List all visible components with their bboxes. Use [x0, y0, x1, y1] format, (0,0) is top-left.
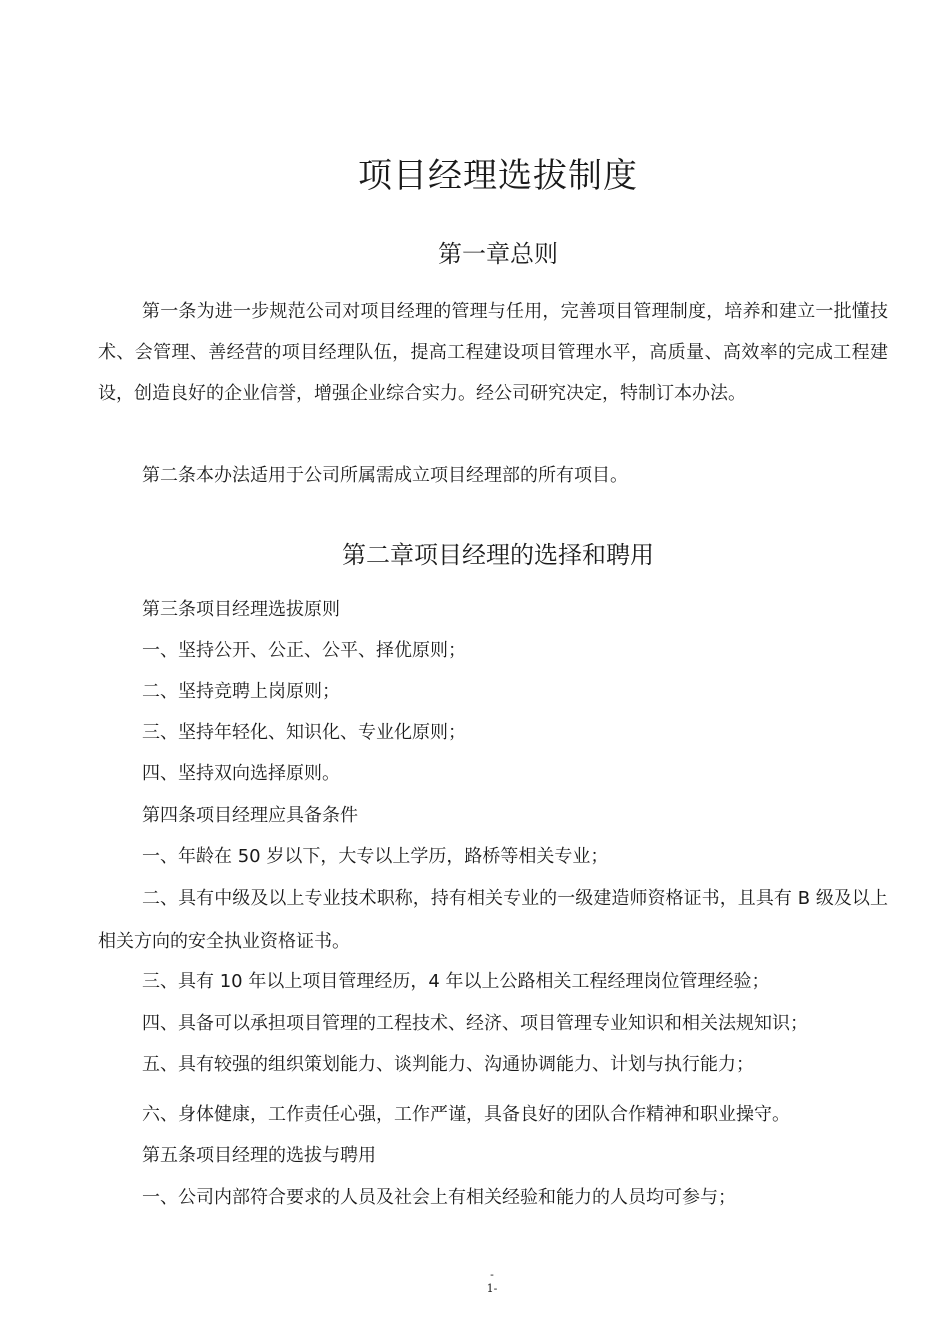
article-2-paragraph: 第二条本办法适用于公司所属需成立项目经理部的所有项目。 [142, 465, 628, 486]
article-5-heading: 第五条项目经理的选拔与聘用 [142, 1145, 376, 1166]
chapter-1-title: 第一章总则 [438, 240, 558, 268]
article-3-heading: 第三条项目经理选拔原则 [142, 599, 340, 620]
requirement-item-6: 六、身体健康，工作责任心强，工作严谨，具备良好的团队合作精神和职业操守。 [142, 1104, 790, 1125]
requirement-item-4: 四、具备可以承担项目管理的工程技术、经济、项目管理专业知识和相关法规知识； [142, 1013, 808, 1034]
principle-item-4: 四、坚持双向选择原则。 [142, 763, 340, 784]
article-1-paragraph: 第一条为进一步规范公司对项目经理的管理与任用，完善项目管理制度，培养和建立一批懂技术、会管理、善经营的项目经理队伍，提高工程建设项目管理水平，高质量、高效率的完成工程建设，创造良好的企业信誉，增强企业综合实力。经公司研究决定，特制订本办法。 [98, 301, 888, 404]
article-4-heading: 第四条项目经理应具备条件 [142, 805, 358, 826]
principle-item-1: 一、坚持公开、公正、公平、择优原则； [142, 640, 466, 661]
page-number-text: - 1- [486, 1268, 498, 1295]
page-number [0, 1268, 950, 1296]
selection-item-1: 一、公司内部符合要求的人员及社会上有相关经验和能力的人员均可参与； [142, 1187, 736, 1208]
requirement-item-1: 一、年龄在 50 岁以下，大专以上学历，路桥等相关专业； [142, 846, 609, 867]
chapter-2-title: 第二章项目经理的选择和聘用 [342, 541, 654, 569]
requirement-item-3: 三、具有 10 年以上项目管理经历，4 年以上公路相关工程经理岗位管理经验； [142, 971, 770, 992]
requirement-item-5: 五、具有较强的组织策划能力、谈判能力、沟通协调能力、计划与执行能力； [142, 1054, 754, 1075]
principle-item-3: 三、坚持年轻化、知识化、专业化原则； [142, 722, 466, 743]
requirement-item-2: 二、具有中级及以上专业技术职称，持有相关专业的一级建造师资格证书，且具有 B 级及以上相关方向的安全执业资格证书。 [98, 888, 888, 952]
document-title: 项目经理选拔制度 [358, 156, 638, 196]
principle-item-2: 二、坚持竞聘上岗原则； [142, 681, 340, 702]
